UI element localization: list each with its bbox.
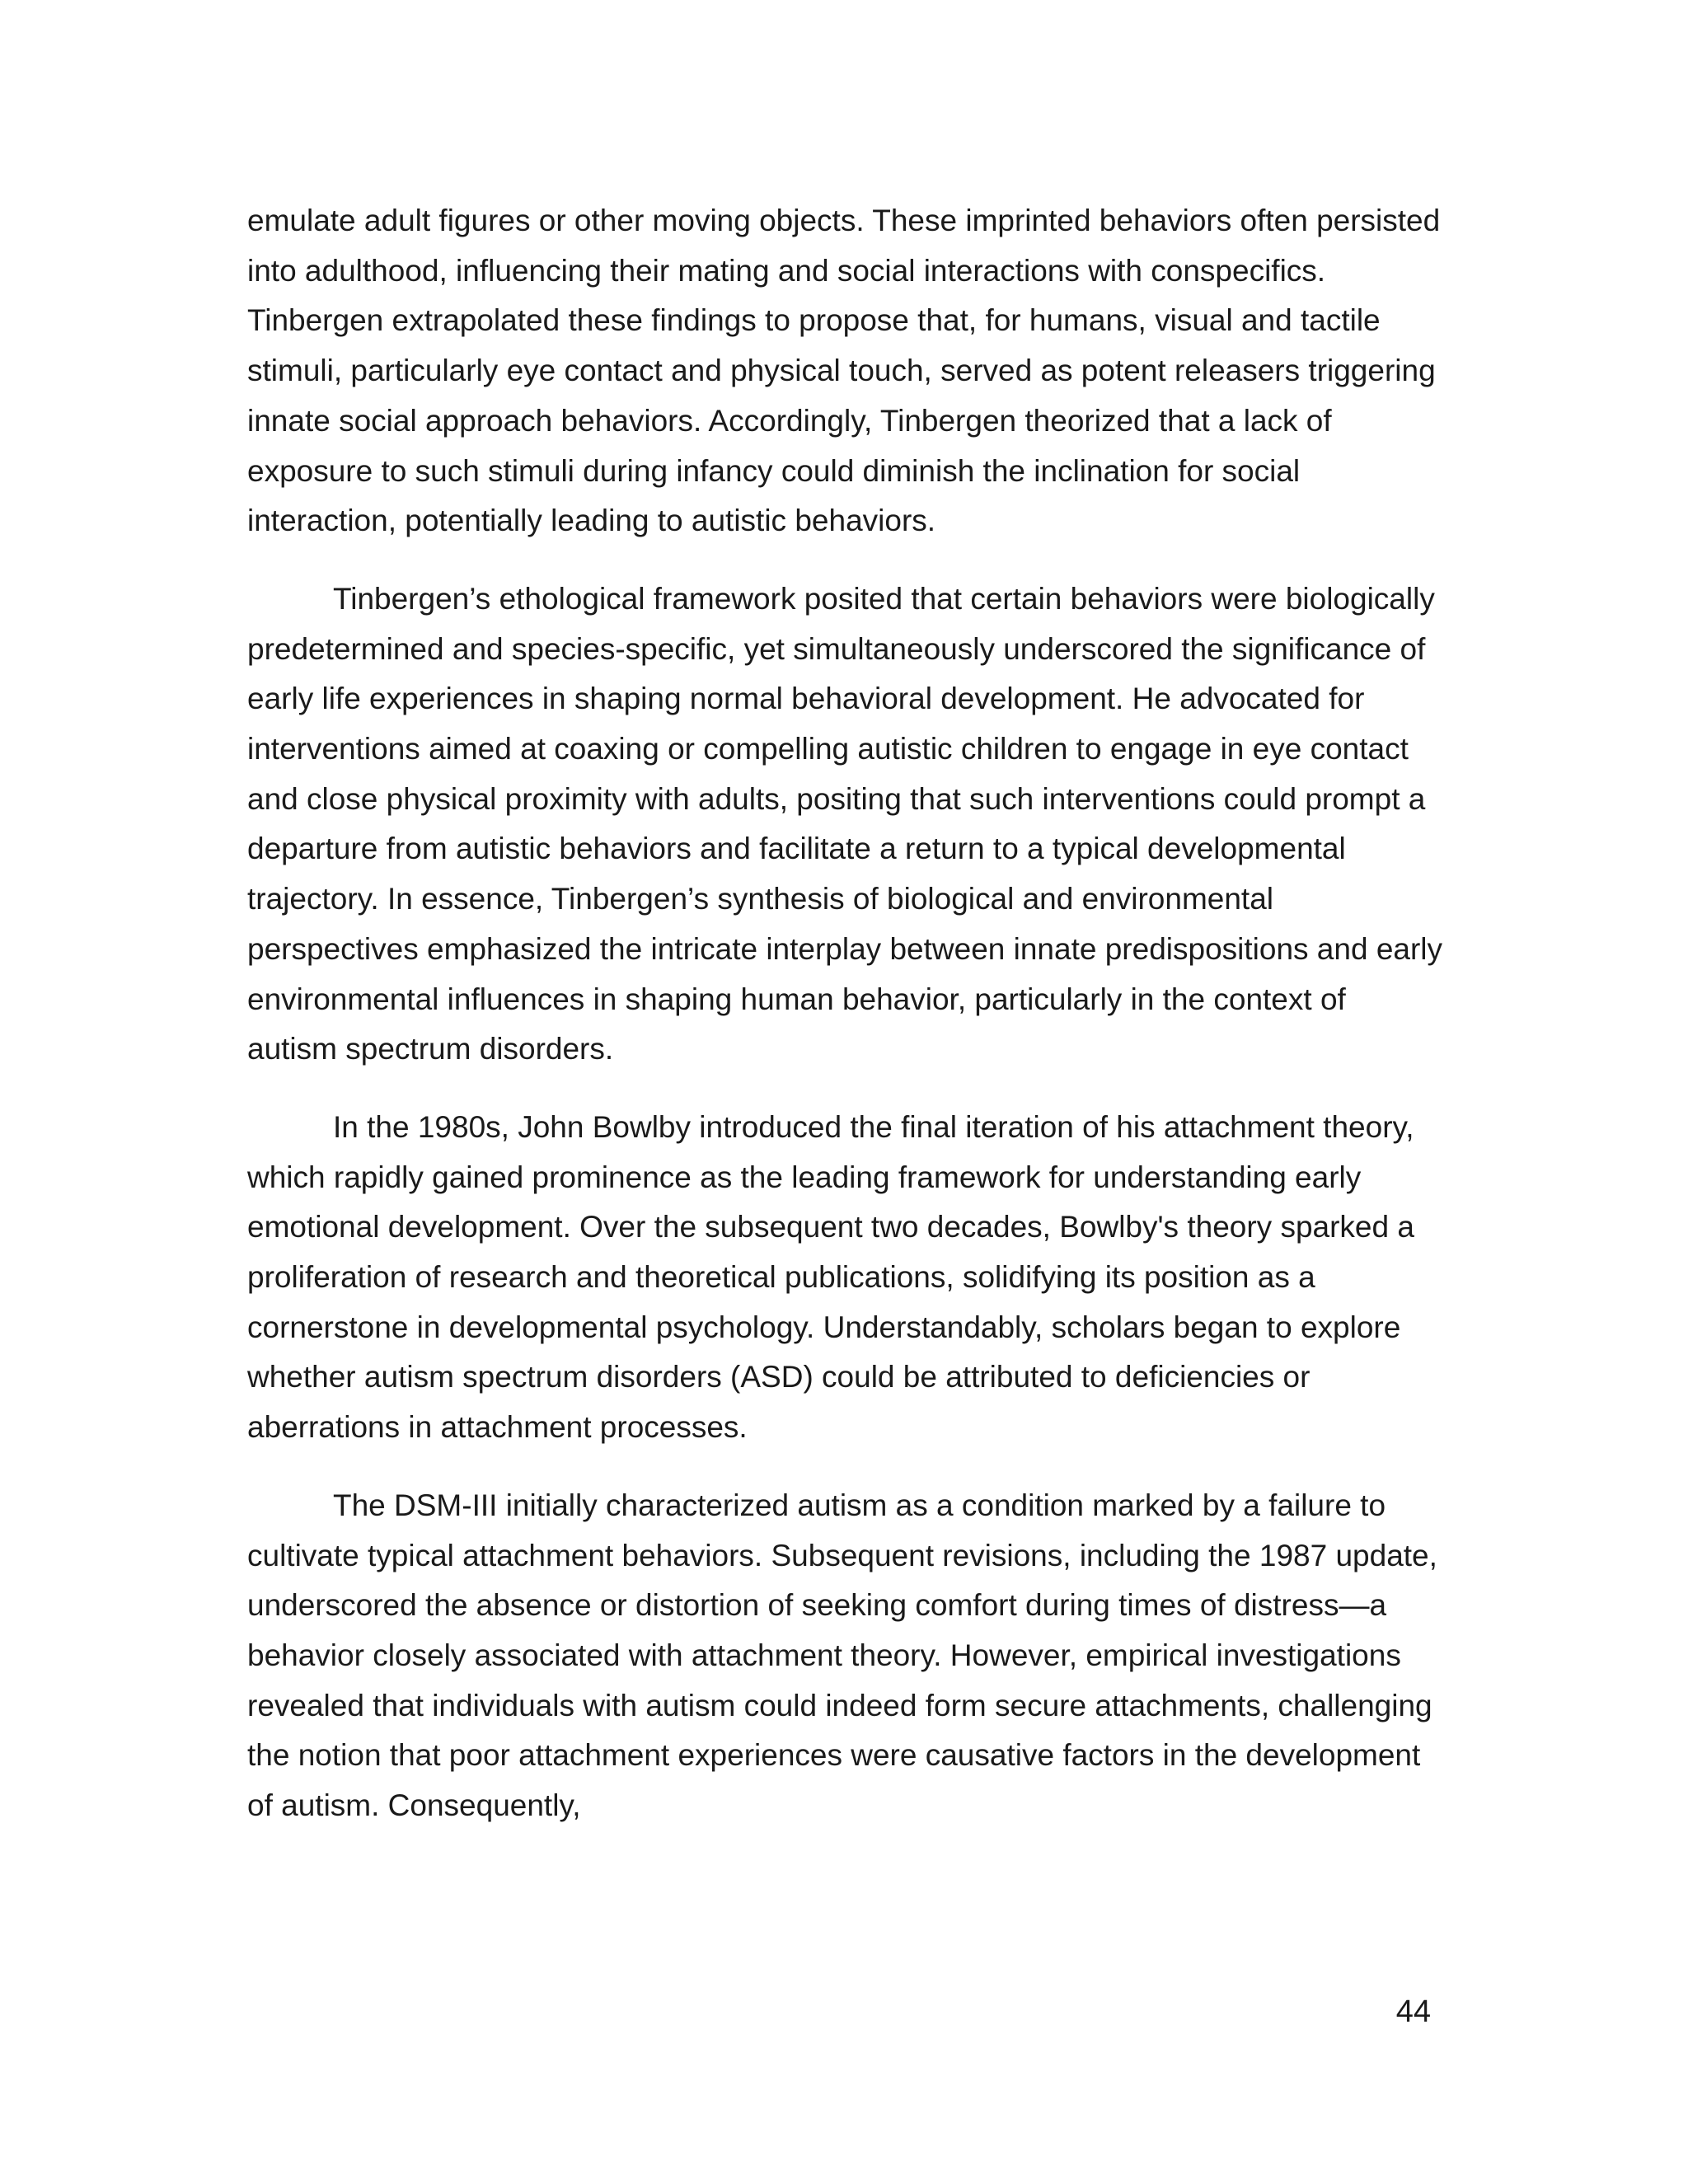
paragraph-2: Tinbergen’s ethological framework posited that certain behaviors were biologically predetermined and species-specific, yet simultaneously underscored the significance of early life experiences in shaping normal behavioral development. He advocated for interventions aimed at coaxing or compelling autistic children to engage in eye contact and close physical proximity with adults, positing that such interventions could prompt a departure from autistic behaviors and facilitate a return to a typical developmental trajectory. In essence, Tinbergen’s synthesis of biological and environmental perspectives emphasized the intricate interplay between innate predispositions and early environmental influences in shaping human behavior, particularly in the context of autism spectrum disorders.	[247, 581, 1443, 1066]
paragraph-3: In the 1980s, John Bowlby introduced the final iteration of his attachment theory, which rapidly gained prominence as the leading framework for understanding early emotional development. Over the subsequent two decades, Bowlby's theory sparked a proliferation of research and theoretical publications, solidifying its position as a cornerstone in developmental psychology. Understandably, scholars began to explore whether autism spectrum disorders (ASD) could be attributed to deficiencies or aberrations in attachment processes.	[247, 1109, 1414, 1445]
page-number: 44	[1395, 1994, 1431, 2029]
paragraph-1: emulate adult figures or other moving objects. These imprinted behaviors often persisted into adulthood, influencing their mating and social interactions with conspecifics. Tinbergen extrapolated these findings to propose that, for humans, visual and tactile stimuli, particularly eye contact and physical touch, served as potent releasers triggering innate social approach behaviors. Accordingly, Tinbergen theorized that a lack of exposure to such stimuli during infancy could diminish the inclination for social interaction, potentially leading to autistic behaviors.	[247, 204, 1441, 538]
paragraph-4: The DSM-III initially characterized autism as a condition marked by a failure to cultivate typical attachment behaviors. Subsequent revisions, including the 1987 update, underscored the absence or distortion of seeking comfort during times of distress—a behavior closely associated with attachment theory. However, empirical investigations revealed that individuals with autism could indeed form secure attachments, challenging the notion that poor attachment experiences were causative factors in the development of autism. Consequently,	[247, 1488, 1437, 1823]
body-text	[247, 196, 1442, 1859]
